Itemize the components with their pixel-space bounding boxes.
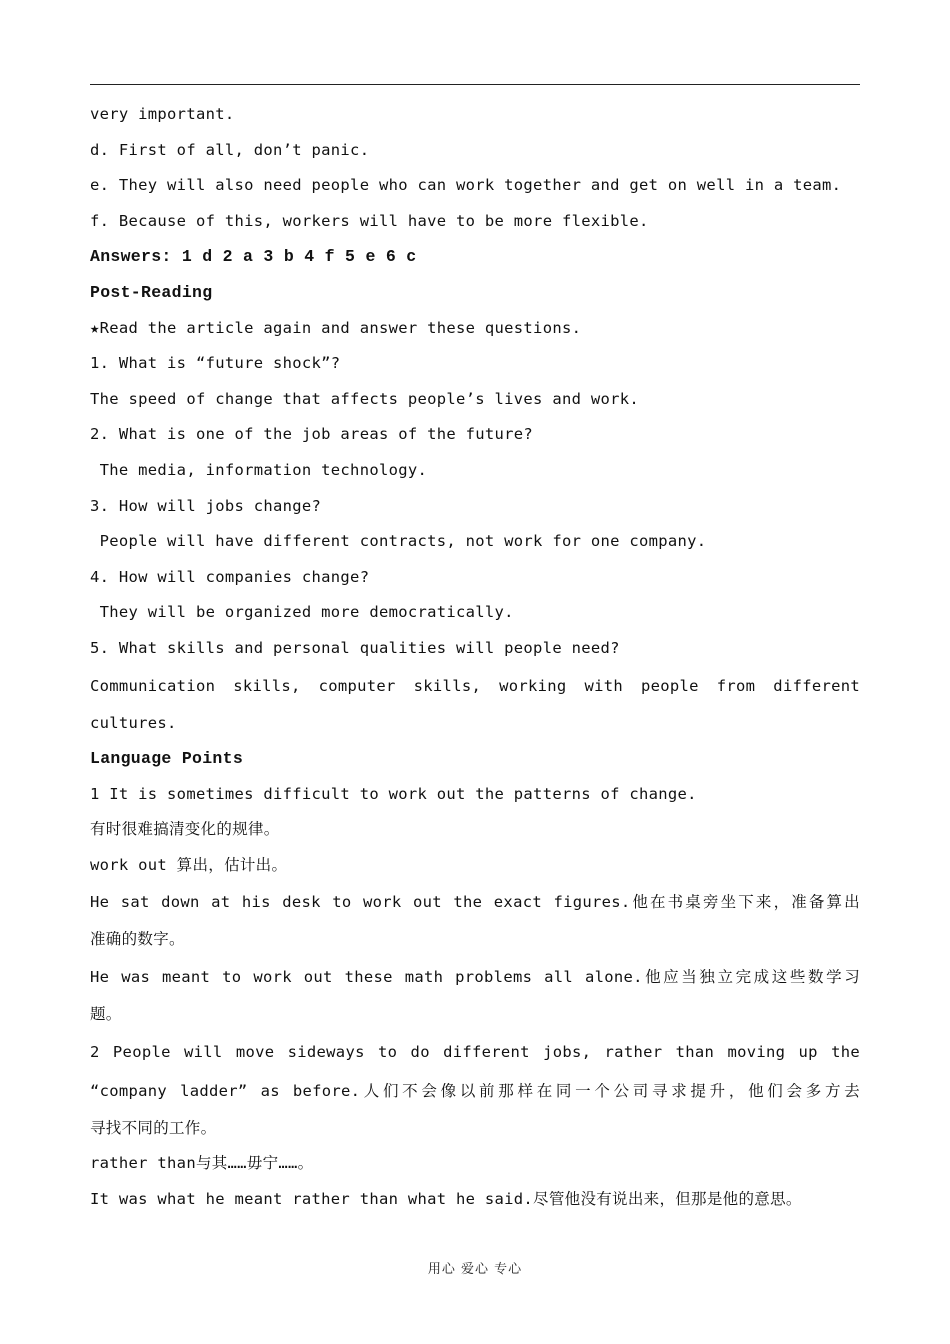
point-2-example: It was what he meant rather than what he said.尽管他没有说出来，但那是他的意思。	[90, 1189, 802, 1208]
point-1-example-2: He was meant to work out these math problems all alone.他应当独立完成这些数学习	[90, 968, 860, 987]
point-2-sentence: 2 People will move sideways to do different jobs, rather than moving up the	[90, 1042, 860, 1061]
document-body	[90, 97, 860, 1217]
point-1-example-1: He sat down at his desk to work out the exact figures.他在书桌旁坐下来，准备算出	[90, 893, 860, 912]
page-footer: 用心 爱心 专心	[427, 1262, 523, 1277]
option-d: d. First of all, don’t panic.	[90, 140, 370, 159]
point-1-translation: 有时很难搞清变化的规律。	[90, 820, 280, 839]
option-f: f. Because of this, workers will have to be more flexible.	[90, 211, 649, 230]
answer-5: Communication skills, computer skills, working with people from different	[90, 676, 860, 695]
point-2-sentence-continued: “company ladder” as before.人们不会像以前那样在同一个公司寻求提升，他们会多方去	[90, 1081, 860, 1100]
point-1-phrase: work out 算出，估计出。	[90, 855, 288, 874]
question-4: 4. How will companies change?	[90, 567, 370, 586]
point-1-example-1-continued: 准确的数字。	[90, 930, 185, 949]
answer-1: The speed of change that affects people’s lives and work.	[90, 389, 640, 408]
instruction-line: ★Read the article again and answer these questions.	[90, 318, 582, 337]
question-3: 3. How will jobs change?	[90, 496, 322, 515]
question-5: 5. What skills and personal qualities will people need?	[90, 638, 620, 657]
answer-4: They will be organized more democratically.	[90, 603, 514, 622]
answers-line: Answers: 1 d 2 a 3 b 4 f 5 e 6 c	[90, 247, 417, 267]
post-reading-heading: Post-Reading	[90, 282, 213, 302]
language-points-heading: Language Points	[90, 749, 244, 769]
answer-2: The media, information technology.	[90, 460, 428, 479]
text-line: very important.	[90, 105, 235, 123]
question-1: 1. What is “future shock”?	[90, 354, 341, 373]
answer-3: People will have different contracts, not work for one company.	[90, 532, 707, 551]
point-2-phrase: rather than与其……毋宁……。	[90, 1154, 314, 1173]
question-2: 2. What is one of the job areas of the future?	[90, 425, 534, 444]
point-1-sentence: 1 It is sometimes difficult to work out the patterns of change.	[90, 784, 697, 803]
header-rule	[90, 84, 860, 85]
answer-5-continued: cultures.	[90, 713, 177, 732]
option-e: e. They will also need people who can work together and get on well in a team.	[90, 176, 842, 195]
point-1-example-2-continued: 题。	[90, 1005, 122, 1024]
point-2-translation-continued: 寻找不同的工作。	[90, 1118, 217, 1137]
